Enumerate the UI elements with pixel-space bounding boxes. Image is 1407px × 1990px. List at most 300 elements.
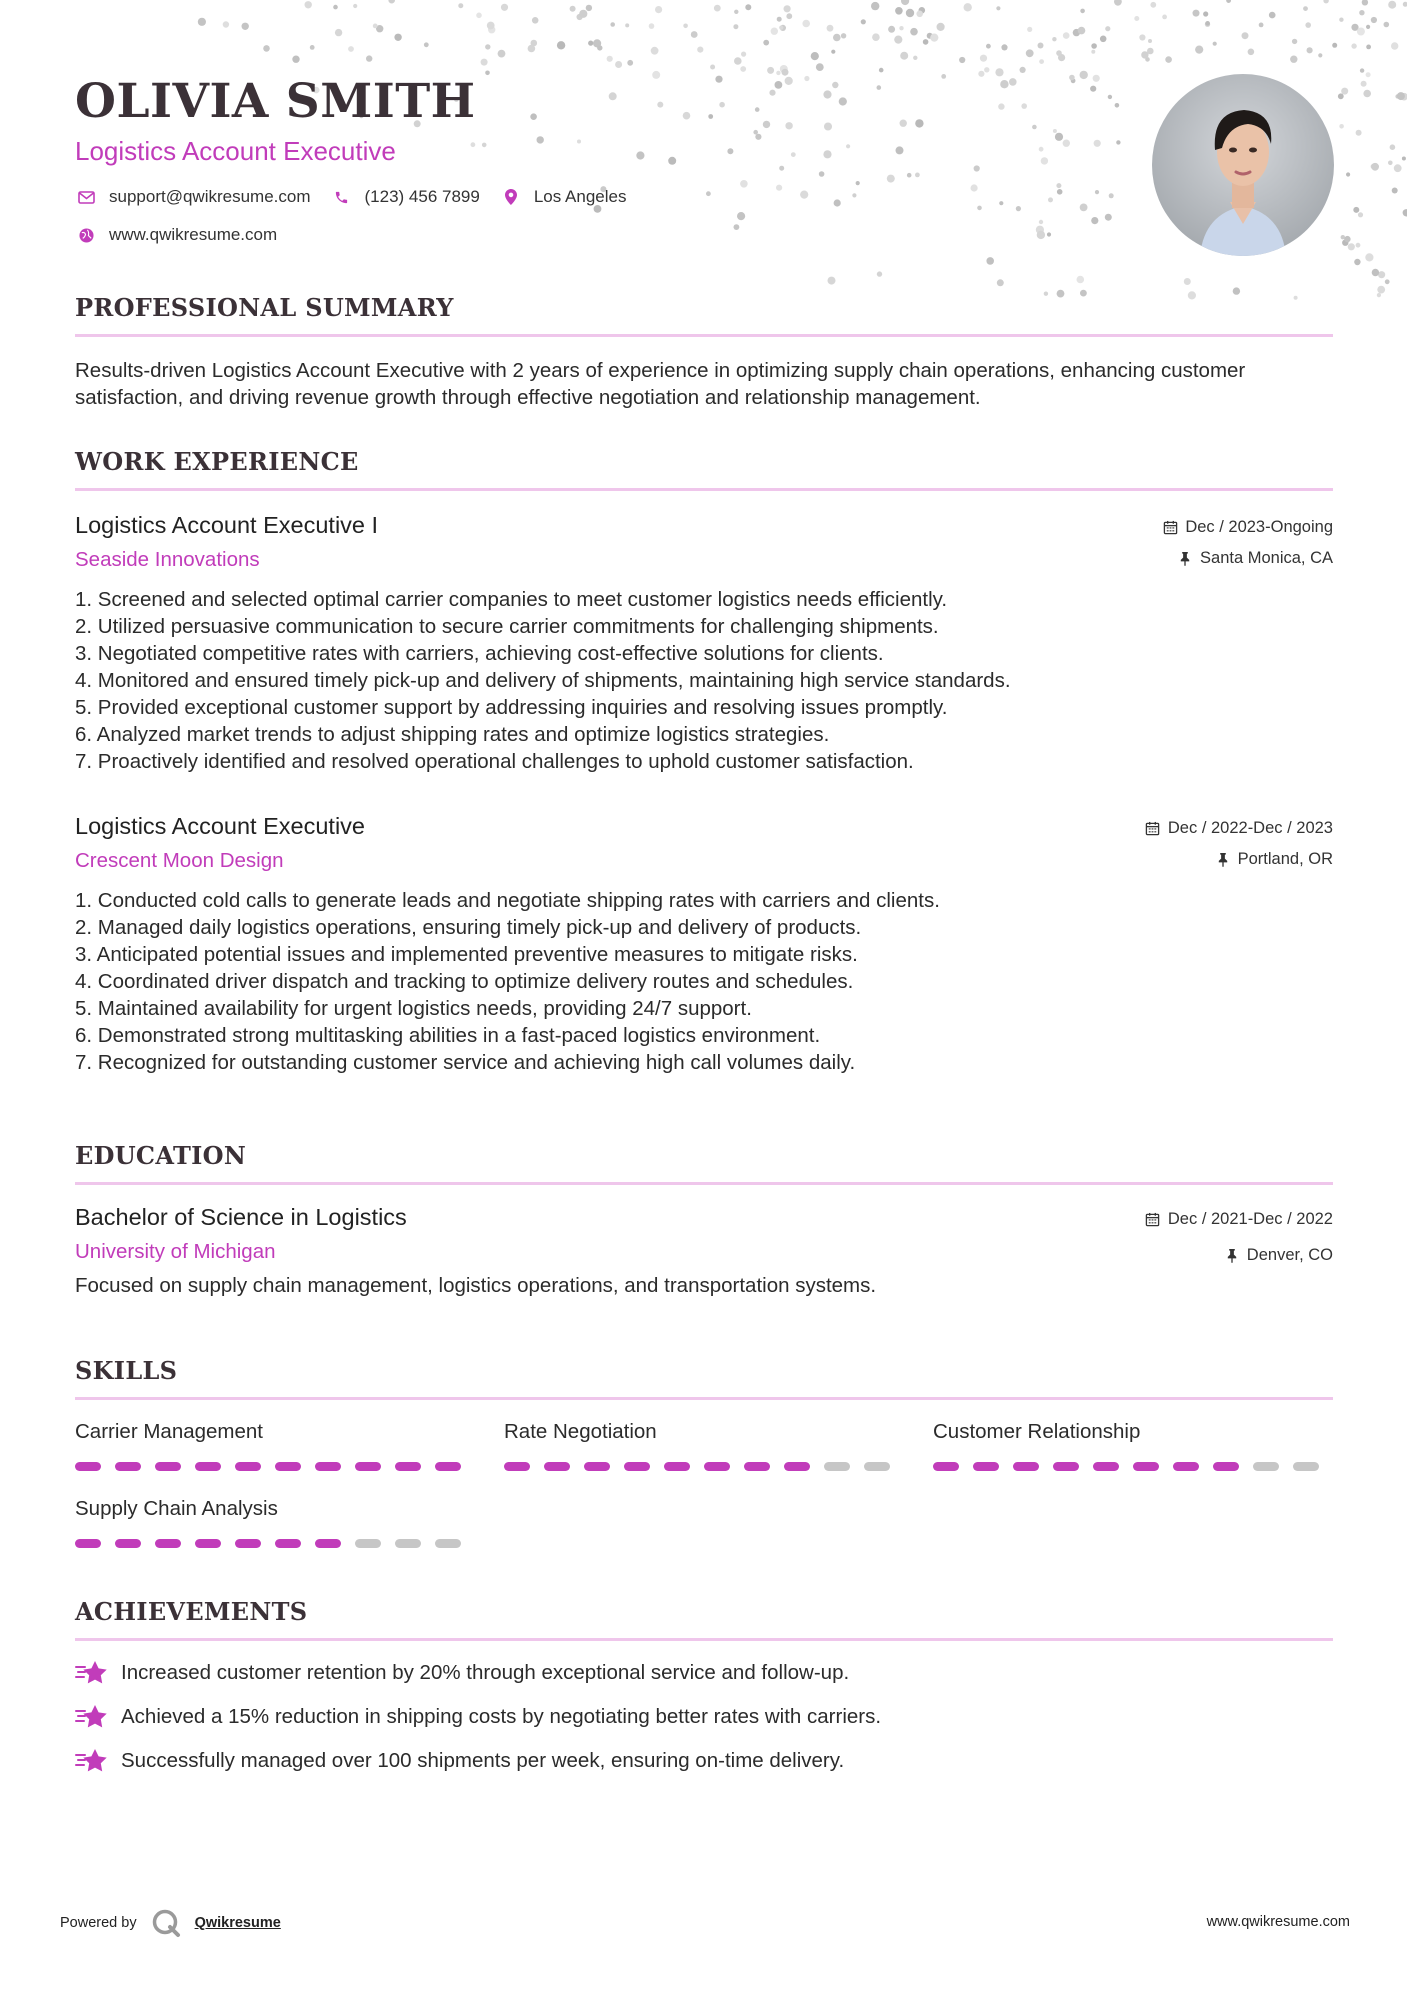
decorative-dot	[1269, 12, 1276, 19]
decorative-dot	[1116, 140, 1120, 144]
decorative-dot	[1080, 204, 1088, 212]
decorative-dot	[811, 52, 819, 60]
skill-segment-filled	[115, 1462, 141, 1471]
decorative-dot	[1205, 21, 1210, 26]
decorative-dot	[1365, 253, 1373, 261]
calendar-icon	[1161, 518, 1179, 536]
job-entry	[75, 811, 1333, 1076]
list-item: 1. Screened and selected optimal carrier companies to meet customer logistics needs efficiently.	[75, 588, 948, 611]
skill-segment-filled	[355, 1462, 381, 1471]
skill-name: Rate Negotiation	[504, 1420, 657, 1443]
calendar-icon	[1144, 819, 1162, 837]
education-section	[75, 1140, 1333, 1185]
decorative-dot	[1139, 34, 1145, 40]
list-item: 4. Coordinated driver dispatch and tracking to optimize delivery routes and schedules.	[75, 970, 854, 993]
skill-segment-filled	[744, 1462, 770, 1471]
skills-heading: SKILLS	[75, 1356, 178, 1385]
decorative-dot	[394, 34, 401, 41]
decorative-dot	[1371, 163, 1379, 171]
pushpin-icon	[1223, 1246, 1241, 1264]
decorative-dot	[1356, 130, 1362, 136]
decorative-dot	[913, 56, 917, 60]
decorative-dot	[1384, 22, 1390, 28]
job-meta	[1161, 516, 1333, 569]
skill-segment-filled	[933, 1462, 959, 1471]
decorative-dot	[1026, 49, 1034, 57]
decorative-dot	[1372, 269, 1379, 276]
list-item: 1. Conducted cold calls to generate leads and negotiate shipping rates with carriers and clients.	[75, 889, 940, 912]
job-location: Portland, OR	[1237, 849, 1333, 868]
summary-section	[75, 292, 1333, 411]
skill-segment-empty	[824, 1462, 850, 1471]
section-divider	[75, 1638, 1333, 1641]
decorative-dot	[986, 257, 994, 265]
skill-segment-filled	[275, 1539, 301, 1548]
decorative-dot	[242, 23, 249, 30]
decorative-dot	[1332, 43, 1337, 48]
contact-row	[75, 186, 1075, 208]
skill-segment-filled	[624, 1462, 650, 1471]
job-entry	[75, 510, 1333, 775]
decorative-dot	[779, 26, 783, 30]
star-icon	[75, 1702, 109, 1732]
job-bullets	[75, 586, 1333, 775]
skill-segment-filled	[155, 1462, 181, 1471]
decorative-dot	[691, 31, 698, 38]
achievement-text: Successfully managed over 100 shipments per week, ensuring on-time delivery.	[121, 1749, 845, 1772]
decorative-dot	[1359, 10, 1364, 15]
job-location: Santa Monica, CA	[1200, 548, 1333, 567]
section-divider	[75, 334, 1333, 337]
decorative-dot	[223, 21, 229, 27]
decorative-dot	[1390, 144, 1396, 150]
decorative-dot	[570, 6, 576, 12]
decorative-dot	[1318, 53, 1322, 57]
list-item: 3. Negotiated competitive rates with carriers, achieving cost-effective solutions for clients.	[75, 642, 884, 665]
decorative-dot	[906, 9, 914, 17]
decorative-dot	[458, 3, 463, 8]
decorative-dot	[1091, 217, 1098, 224]
decorative-dot	[353, 4, 357, 8]
decorative-dot	[1150, 2, 1156, 8]
decorative-dot	[1248, 49, 1255, 56]
decorative-dot	[1357, 28, 1365, 36]
decorative-dot	[841, 33, 846, 38]
decorative-dot	[1052, 37, 1056, 41]
decorative-dot	[1377, 293, 1381, 297]
page-footer	[60, 1900, 1350, 1940]
skill-segment-filled	[784, 1462, 810, 1471]
decorative-dot	[1339, 18, 1343, 22]
skill-segment-empty	[1293, 1462, 1319, 1471]
decorative-dot	[683, 24, 688, 29]
decorative-dot	[1213, 42, 1217, 46]
decorative-dot	[872, 33, 880, 41]
decorative-dot	[996, 6, 1000, 10]
decorative-dot	[937, 23, 945, 31]
skill-segment-filled	[75, 1539, 101, 1548]
job-title: Logistics Account Executive I	[75, 512, 379, 538]
footer-url[interactable]: www.qwikresume.com	[1206, 1914, 1350, 1930]
achievement-item	[75, 1695, 1333, 1739]
decorative-dot	[888, 26, 895, 33]
skill-segment-filled	[235, 1539, 261, 1548]
decorative-dot	[627, 60, 633, 66]
decorative-dot	[734, 57, 742, 65]
job-date: Dec / 2023-Ongoing	[1185, 517, 1333, 536]
decorative-dot	[485, 44, 490, 49]
job-date: Dec / 2022-Dec / 2023	[1167, 818, 1333, 837]
school-name: University of Michigan	[75, 1240, 276, 1263]
achievements-list	[75, 1651, 1333, 1783]
skill-segment-filled	[195, 1462, 221, 1471]
decorative-dot	[1038, 43, 1044, 49]
decorative-dot	[1105, 214, 1112, 221]
decorative-dot	[895, 7, 903, 15]
decorative-dot	[1385, 279, 1390, 284]
decorative-dot	[1080, 71, 1088, 79]
skill-segment-empty	[1253, 1462, 1279, 1471]
decorative-dot	[816, 63, 824, 71]
achievements-heading: ACHIEVEMENTS	[75, 1597, 308, 1626]
skill-name: Supply Chain Analysis	[75, 1497, 278, 1520]
decorative-dot	[1338, 93, 1344, 99]
skill-segment-filled	[235, 1462, 261, 1471]
website-row	[75, 224, 1075, 246]
skill-segment-filled	[275, 1462, 301, 1471]
skill-segment-empty	[435, 1539, 461, 1548]
decorative-dot	[964, 3, 972, 11]
summary-heading: PROFESSIONAL SUMMARY	[75, 293, 454, 322]
skill-level-bar	[504, 1462, 904, 1471]
decorative-dot	[310, 45, 315, 50]
skill-segment-filled	[584, 1462, 610, 1471]
decorative-dot	[333, 5, 338, 10]
skill-segment-filled	[75, 1462, 101, 1471]
decorative-dot	[487, 22, 495, 30]
decorative-dot	[901, 0, 909, 5]
decorative-dot	[1039, 59, 1044, 64]
skill-segment-filled	[1213, 1462, 1239, 1471]
achievements-section	[75, 1596, 1333, 1783]
decorative-dot	[1100, 36, 1107, 43]
decorative-dot	[1388, 1, 1396, 9]
decorative-dot	[697, 47, 703, 53]
decorative-dot	[1360, 68, 1364, 72]
decorative-dot	[1165, 56, 1172, 63]
skill-item	[75, 1495, 475, 1548]
decorative-dot	[557, 41, 565, 49]
location-pin-icon	[500, 186, 522, 208]
skill-item	[933, 1418, 1333, 1471]
decorative-dot	[1346, 172, 1350, 176]
skill-level-bar	[75, 1462, 475, 1471]
decorative-dot	[1305, 22, 1311, 28]
decorative-dot	[335, 29, 342, 36]
decorative-dot	[1095, 190, 1099, 194]
decorative-dot	[1371, 17, 1377, 23]
decorative-dot	[831, 50, 835, 54]
decorative-dot	[649, 23, 655, 29]
skill-segment-filled	[195, 1539, 221, 1548]
decorative-dot	[763, 40, 769, 46]
skill-segment-empty	[864, 1462, 890, 1471]
decorative-dot	[1351, 43, 1356, 48]
achievement-text: Achieved a 15% reduction in shipping costs by negotiating better rates with carriers.	[121, 1705, 882, 1728]
decorative-dot	[1093, 75, 1100, 82]
decorative-dot	[733, 24, 738, 29]
decorative-dot	[1091, 50, 1095, 54]
skill-segment-filled	[155, 1539, 181, 1548]
pushpin-icon	[1214, 850, 1232, 868]
decorative-dot	[1056, 50, 1062, 56]
decorative-dot	[930, 34, 938, 42]
decorative-dot	[532, 17, 539, 24]
decorative-dot	[1344, 236, 1350, 242]
decorative-dot	[1134, 16, 1139, 21]
decorative-dot	[1080, 9, 1085, 14]
decorative-dot	[597, 45, 602, 50]
decorative-dot	[877, 271, 882, 276]
list-item: 6. Analyzed market trends to adjust shipping rates and optimize logistics strategies.	[75, 723, 830, 746]
decorative-dot	[710, 65, 715, 70]
contact-location: Los Angeles	[533, 187, 627, 206]
decorative-dot	[894, 36, 902, 44]
decorative-dot	[1078, 27, 1086, 35]
decorative-dot	[651, 47, 659, 55]
decorative-dot	[1184, 278, 1191, 285]
list-item: 2. Utilized persuasive communication to secure carrier commitments for challenging shipments.	[75, 615, 939, 638]
decorative-dot	[916, 11, 923, 18]
calendar-icon	[1144, 1210, 1162, 1228]
decorative-dot	[579, 10, 587, 18]
decorative-dot	[900, 52, 908, 60]
decorative-dot	[980, 55, 987, 62]
decorative-dot	[784, 5, 791, 12]
skill-segment-filled	[395, 1462, 421, 1471]
decorative-dot	[424, 42, 429, 47]
job-meta	[1144, 817, 1333, 870]
decorative-dot	[1203, 11, 1208, 16]
education-entry	[75, 1202, 1333, 1299]
decorative-dot	[986, 44, 991, 49]
decorative-dot	[1242, 32, 1249, 39]
decorative-dot	[1193, 10, 1200, 17]
list-item: 7. Recognized for outstanding customer service and achieving high call volumes daily.	[75, 1051, 856, 1074]
skill-item	[75, 1418, 475, 1471]
summary-text: Results-driven Logistics Account Executive with 2 years of experience in optimizing supply chain operations, enhancing customer satisfaction, and driving revenue growth through effective negotiation and relationship management.	[75, 359, 1246, 409]
skill-name: Customer Relationship	[933, 1420, 1141, 1443]
decorative-dot	[1358, 212, 1363, 217]
decorative-dot	[481, 59, 488, 66]
contact-email[interactable]: support@qwikresume.com	[109, 187, 311, 206]
decorative-dot	[1027, 27, 1032, 32]
job-company: Seaside Innovations	[75, 548, 260, 571]
degree-title: Bachelor of Science in Logistics	[75, 1204, 407, 1230]
candidate-role: Logistics Account Executive	[75, 136, 396, 166]
decorative-dot	[714, 5, 721, 12]
decorative-dot	[899, 26, 903, 30]
decorative-dot	[1148, 39, 1152, 43]
list-item: 6. Demonstrated strong multitasking abilities in a fast-paced logistics environment.	[75, 1024, 821, 1047]
globe-icon	[75, 224, 97, 246]
skill-name: Carrier Management	[75, 1420, 263, 1443]
contact-website[interactable]: www.qwikresume.com	[109, 225, 278, 244]
decorative-dot	[741, 52, 746, 57]
skill-segment-filled	[1093, 1462, 1119, 1471]
skill-segment-filled	[435, 1462, 461, 1471]
skill-segment-empty	[355, 1539, 381, 1548]
decorative-dot	[745, 4, 751, 10]
skill-segment-filled	[1133, 1462, 1159, 1471]
decorative-dot	[625, 23, 629, 27]
decorative-dot	[348, 46, 354, 52]
decorative-dot	[1356, 243, 1361, 248]
skill-segment-filled	[973, 1462, 999, 1471]
decorative-dot	[1290, 56, 1297, 63]
decorative-dot	[501, 4, 508, 11]
decorative-dot	[366, 55, 372, 61]
decorative-dot	[1348, 243, 1355, 250]
decorative-dot	[923, 39, 929, 45]
decorative-dot	[910, 28, 918, 36]
decorative-dot	[959, 57, 965, 63]
decorative-dot	[198, 18, 206, 26]
decorative-dot	[1363, 90, 1371, 98]
skill-level-bar	[75, 1539, 475, 1548]
decorative-dot	[828, 277, 836, 285]
skill-segment-filled	[1173, 1462, 1199, 1471]
decorative-dot	[1402, 157, 1406, 161]
skill-segment-filled	[544, 1462, 570, 1471]
decorative-dot	[1195, 46, 1203, 54]
decorative-dot	[1109, 193, 1114, 198]
decorative-dot	[1115, 103, 1120, 108]
decorative-dot	[1105, 26, 1110, 31]
decorative-dot	[1063, 32, 1070, 39]
decorative-dot	[610, 22, 615, 27]
decorative-dot	[476, 13, 482, 19]
decorative-dot	[1341, 88, 1348, 95]
decorative-dot	[1354, 259, 1360, 265]
list-item: 4. Monitored and ensured timely pick-up and delivery of shipments, maintaining high service standards.	[75, 669, 1011, 692]
decorative-dot	[871, 2, 879, 10]
decorative-dot	[263, 45, 270, 52]
decorative-dot	[1091, 43, 1097, 49]
decorative-dot	[1362, 0, 1368, 6]
decorative-dot	[771, 28, 778, 35]
skill-segment-filled	[315, 1462, 341, 1471]
decorative-dot	[373, 24, 378, 29]
decorative-dot	[997, 279, 1004, 286]
decorative-dot	[833, 34, 841, 42]
star-icon	[75, 1746, 109, 1776]
decorative-dot	[1403, 209, 1407, 216]
job-company: Crescent Moon Design	[75, 849, 284, 872]
decorative-dot	[1361, 81, 1367, 87]
candidate-name: OLIVIA SMITH	[75, 74, 476, 129]
list-item: 7. Proactively identified and resolved operational challenges to uphold customer satisfaction.	[75, 750, 914, 773]
skills-section	[75, 1355, 1333, 1400]
decorative-dot	[1403, 2, 1407, 7]
section-divider	[75, 1397, 1333, 1400]
experience-section	[75, 446, 1333, 491]
list-item: 5. Maintained availability for urgent logistics needs, providing 24/7 support.	[75, 997, 752, 1020]
skill-item	[504, 1418, 904, 1471]
experience-heading: WORK EXPERIENCE	[75, 447, 359, 476]
decorative-dot	[1339, 124, 1344, 129]
decorative-dot	[1114, 0, 1122, 6]
decorative-dot	[615, 61, 622, 68]
education-description: Focused on supply chain management, logistics operations, and transportation systems.	[75, 1274, 877, 1297]
achievement-item	[75, 1739, 1333, 1783]
profile-photo	[1152, 74, 1334, 256]
decorative-dot	[1391, 42, 1398, 49]
education-date: Dec / 2021-Dec / 2022	[1167, 1209, 1333, 1228]
decorative-dot	[1388, 161, 1393, 166]
list-item: 2. Managed daily logistics operations, ensuring timely pick-up and delivery of products.	[75, 916, 862, 939]
decorative-dot	[305, 1, 312, 8]
education-location: Denver, CO	[1246, 1245, 1333, 1264]
skill-segment-filled	[664, 1462, 690, 1471]
education-meta	[1144, 1208, 1333, 1266]
decorative-dot	[388, 0, 395, 4]
decorative-dot	[655, 6, 662, 13]
decorative-dot	[1366, 45, 1371, 50]
decorative-dot	[1366, 72, 1371, 77]
decorative-dot	[1108, 95, 1112, 99]
list-item: 3. Anticipated potential issues and implemented preventive measures to mitigate risks.	[75, 943, 858, 966]
decorative-dot	[1353, 207, 1359, 213]
decorative-dot	[1292, 39, 1297, 44]
skill-segment-filled	[704, 1462, 730, 1471]
star-icon	[75, 1658, 109, 1688]
skill-segment-filled	[504, 1462, 530, 1471]
skill-segment-filled	[1053, 1462, 1079, 1471]
contact-phone[interactable]: (123) 456 7899	[364, 187, 480, 206]
section-divider	[75, 488, 1333, 491]
achievement-item	[75, 1651, 1333, 1695]
email-icon	[75, 186, 97, 208]
skill-segment-filled	[115, 1539, 141, 1548]
education-heading: EDUCATION	[75, 1141, 247, 1170]
section-divider	[75, 1182, 1333, 1185]
skill-level-bar	[933, 1462, 1333, 1471]
pushpin-icon	[1176, 549, 1194, 567]
decorative-dot	[1094, 140, 1101, 147]
decorative-dot	[588, 41, 593, 46]
decorative-dot	[1307, 47, 1313, 53]
decorative-dot	[1259, 23, 1264, 28]
decorative-dot	[1366, 25, 1370, 29]
phone-icon	[331, 186, 353, 208]
decorative-dot	[861, 19, 866, 24]
skill-segment-filled	[315, 1539, 341, 1548]
powered-by-label: Powered by	[60, 1915, 137, 1931]
skill-segment-empty	[395, 1539, 421, 1548]
decorative-dot	[827, 25, 834, 32]
decorative-dot	[586, 5, 592, 11]
decorative-dot	[292, 56, 299, 63]
decorative-dot	[498, 50, 506, 58]
decorative-dot	[734, 10, 738, 14]
powered-by	[60, 1908, 281, 1938]
resume-header	[75, 72, 1075, 246]
decorative-dot	[777, 17, 782, 22]
decorative-dot	[1392, 188, 1398, 194]
job-title: Logistics Account Executive	[75, 813, 365, 839]
brand-link[interactable]: Qwikresume	[194, 1915, 281, 1931]
